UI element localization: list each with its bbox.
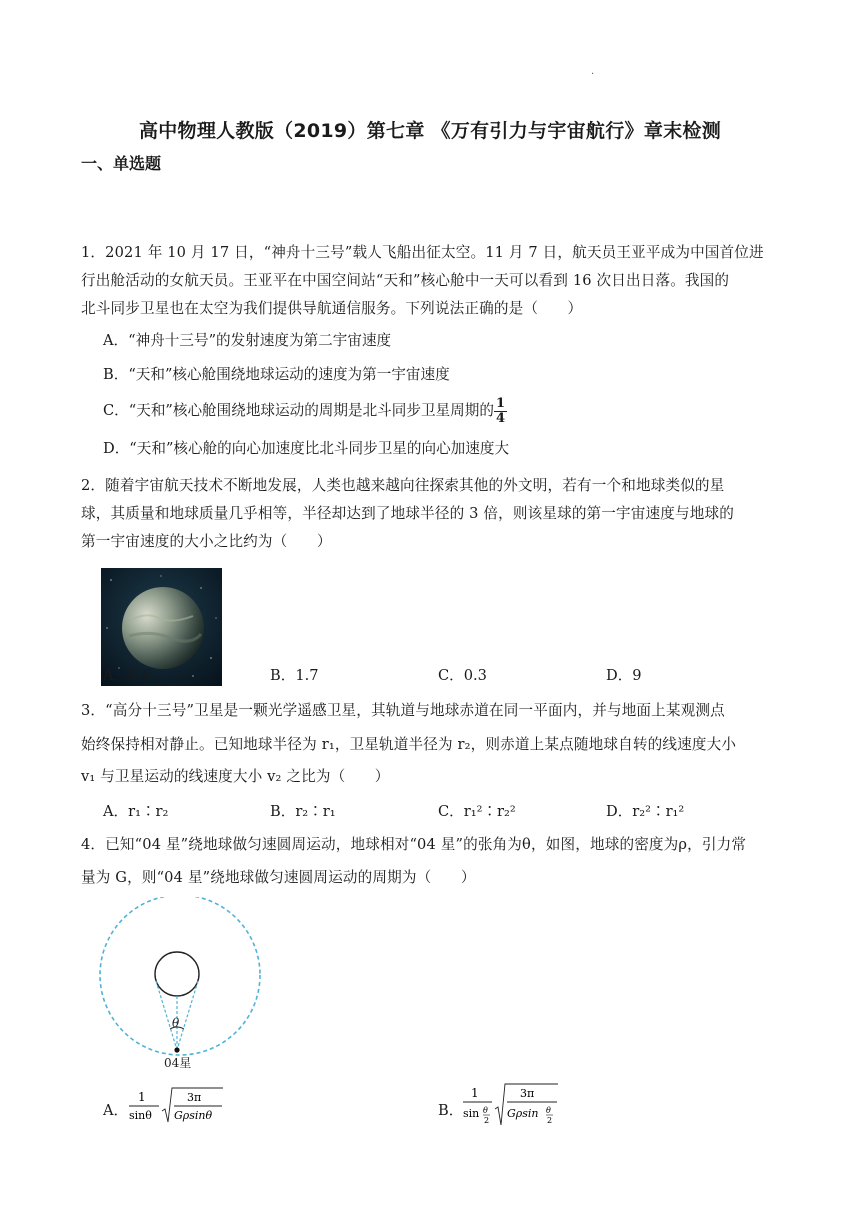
formula-a-coef-denominator: sinθ (129, 1109, 152, 1122)
section-heading: 一、单选题 (81, 154, 162, 173)
formula-b-root-theta: θ (546, 1106, 551, 1115)
q1-option-c (103, 397, 507, 425)
formula-b-coef-numerator: 1 (471, 1086, 479, 1100)
q2-option-d: D．9 (606, 667, 642, 684)
q4-option-b-formula (462, 1081, 562, 1133)
q2-option-b: B．1.7 (270, 667, 319, 684)
q2-line-1: 2．随着宇宙航天技术不断地发展，人类也越来越向往探索其他的外文明，若有一个和地球类似的星 (81, 477, 725, 494)
q1-line-2: 行出舱活动的女航天员。王亚平在中国空间站“天和”核心舱中一天可以看到 16 次日出日落。我国的 (81, 272, 730, 289)
q3-option-a: A．r₁∶r₂ (103, 803, 169, 820)
q1-option-c-text: C．“天和”核心舱围绕地球运动的周期是北斗同步卫星周期的 (103, 402, 494, 420)
q3-line-2: 始终保持相对静止。已知地球半径为 r₁，卫星轨道半径为 r₂，则赤道上某点随地球自转的线速度大小 (81, 736, 737, 753)
formula-b-coef-denominator: sin (463, 1107, 480, 1120)
fraction-one-quarter (494, 397, 507, 425)
theta-label: θ (172, 1016, 180, 1030)
q1-option-b: B．“天和”核心舱围绕地球运动的速度为第一宇宙速度 (103, 366, 450, 383)
formula-b-root-two: 2 (547, 1116, 553, 1125)
q1-option-d: D．“天和”核心舱的向心加速度比北斗同步卫星的向心加速度大 (103, 440, 510, 457)
q2-line-3: 第一宇宙速度的大小之比约为（ ） (81, 533, 332, 550)
satellite-label: 04星 (164, 1056, 192, 1070)
formula-a-root-numerator: 3π (187, 1091, 202, 1104)
q1-line-1: 1．2021 年 10 月 17 日，“神舟十三号”载人飞船出征太空。11 月 7 日，航天员王亚平成为中国首位进 (81, 244, 764, 261)
q1-line-3: 北斗同步卫星也在太空为我们提供导航通信服务。下列说法正确的是（ ） (81, 300, 583, 317)
q4-line-1: 4．已知“04 星”绕地球做匀速圆周运动，地球相对“04 星”的张角为θ，如图，地球的密度为ρ，引力常 (81, 836, 747, 853)
q3-line-1: 3．“高分十三号”卫星是一颗光学遥感卫星，其轨道与地球赤道在同一平面内，并与地面上某观测点 (81, 702, 725, 719)
q3-line-3: v₁ 与卫星运动的线速度大小 v₂ 之比为（ ） (81, 768, 390, 785)
fraction-numerator: 1 (495, 396, 505, 411)
page-title: 高中物理人教版（2019）第七章 《万有引力与宇宙航行》章末检测 (138, 120, 722, 142)
q4-option-a-formula (127, 1085, 227, 1127)
q3-option-c: C．r₁²∶r₂² (438, 803, 516, 820)
q2-option-a: A．0.6 (103, 667, 152, 684)
q4-option-b-label: B． (438, 1102, 464, 1119)
fraction-denominator: 4 (495, 410, 505, 426)
formula-b-coef-two: 2 (484, 1116, 490, 1125)
formula-a-root-denominator: Gρsinθ (174, 1109, 213, 1122)
q2-line-2: 球，其质量和地球质量几乎相等，半径却达到了地球半径的 3 倍，则该星球的第一宇宙速度与地球的 (81, 505, 734, 522)
q1-option-a: A．“神舟十三号”的发射速度为第二宇宙速度 (103, 332, 392, 349)
q4-option-a-label: A． (103, 1102, 129, 1119)
q3-option-b: B．r₂∶r₁ (270, 803, 336, 820)
q4-line-2: 量为 G，则“04 星”绕地球做匀速圆周运动的周期为（ ） (81, 869, 476, 886)
orbit-diagram (96, 897, 266, 1072)
formula-a-coef-numerator: 1 (138, 1090, 146, 1104)
formula-b-root-numerator: 3π (520, 1087, 535, 1100)
formula-b-coef-theta: θ (483, 1106, 488, 1115)
q3-option-d: D．r₂²∶r₁² (606, 803, 685, 820)
formula-b-root-denominator: Gρsin (507, 1107, 539, 1120)
q2-option-c: C．0.3 (438, 667, 487, 684)
header-dot: . (591, 66, 595, 77)
